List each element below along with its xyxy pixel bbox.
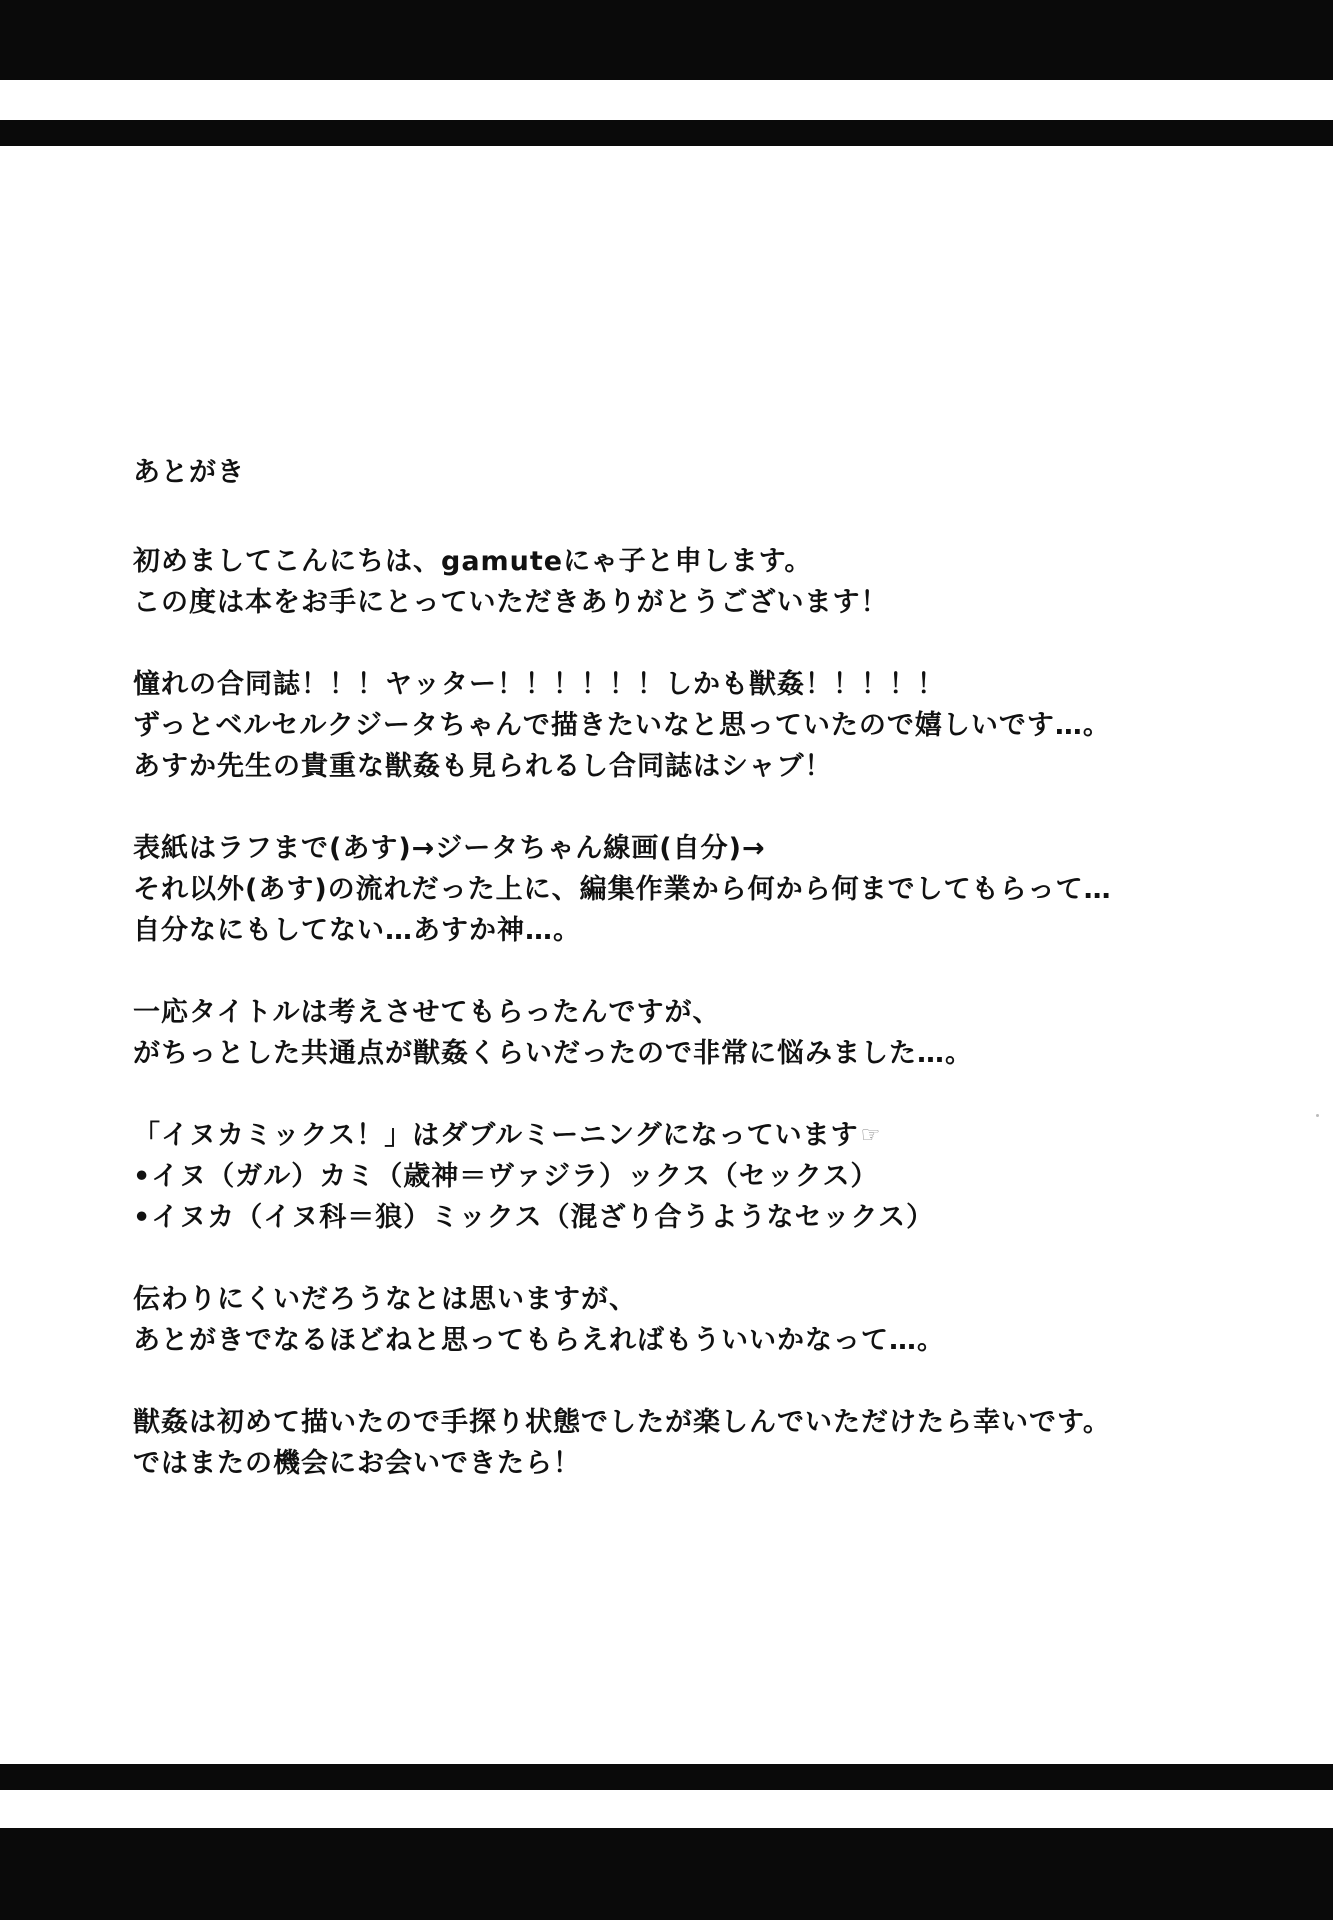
page-title: あとがき [133,457,245,488]
text-line: この度は本をお手にとっていただきありがとうございます！ [133,587,889,618]
top-border-stripe [0,120,1333,146]
text-line: あすか先生の貴重な獣姦も見られるし合同誌はシャブ！ [133,751,833,782]
afterword-text [133,452,1253,1525]
text-line: 伝わりにくいだろうなとは思いますが、 [133,1284,637,1315]
pointing-hand-icon: ☞ [860,1123,882,1148]
text-line [133,1115,1253,1156]
text-line: •イヌ（ガル）カミ（歳神＝ヴァジラ）ックス（セックス） [133,1161,879,1192]
text-line: 獣姦は初めて描いたので手探り状態でしたが楽しんでいただけたら幸いです。 [133,1407,1111,1438]
text-line-content: 「イヌカミックス！」はダブルミーニングになっています [133,1120,859,1151]
text-line: 初めましてこんにちは、gamuteにゃ子と申します。 [133,546,813,577]
paragraph-double-meaning [133,1115,1253,1238]
bottom-border-stripe [0,1764,1333,1790]
paragraph-cover [133,828,1253,951]
text-line: •イヌカ（イヌ科＝狼）ミックス（混ざり合うようなセックス） [133,1202,935,1233]
text-line: 一応タイトルは考えさせてもらったんですが、 [133,997,721,1028]
text-line: それ以外(あす)の流れだった上に、編集作業から何から何までしてもらって… [133,874,1112,905]
paragraph-title [133,992,1253,1074]
text-line: がちっとした共通点が獣姦くらいだったので非常に悩みました…。 [133,1038,973,1069]
text-line: 憧れの合同誌！！！ヤッター！！！！！！しかも獣姦！！！！！ [133,669,945,700]
top-border-band [0,0,1333,80]
paragraph-greeting [133,541,1253,623]
paragraph-closing [133,1402,1253,1484]
text-line: ずっとベルセルクジータちゃんで描きたいなと思っていたので嬉しいです…。 [133,710,1111,741]
paragraph-hard-to-tell [133,1279,1253,1361]
paragraph-joint-book [133,664,1253,787]
bottom-border-band [0,1828,1333,1920]
text-line: 表紙はラフまで(あす)→ジータちゃん線画(自分)→ [133,833,766,864]
scan-speck [1316,1114,1319,1117]
text-line: ではまたの機会にお会いできたら！ [133,1448,581,1479]
text-line: あとがきでなるほどねと思ってもらえればもういいかなって…。 [133,1325,945,1356]
text-line: 自分なにもしてない…あすか神…。 [133,915,581,946]
